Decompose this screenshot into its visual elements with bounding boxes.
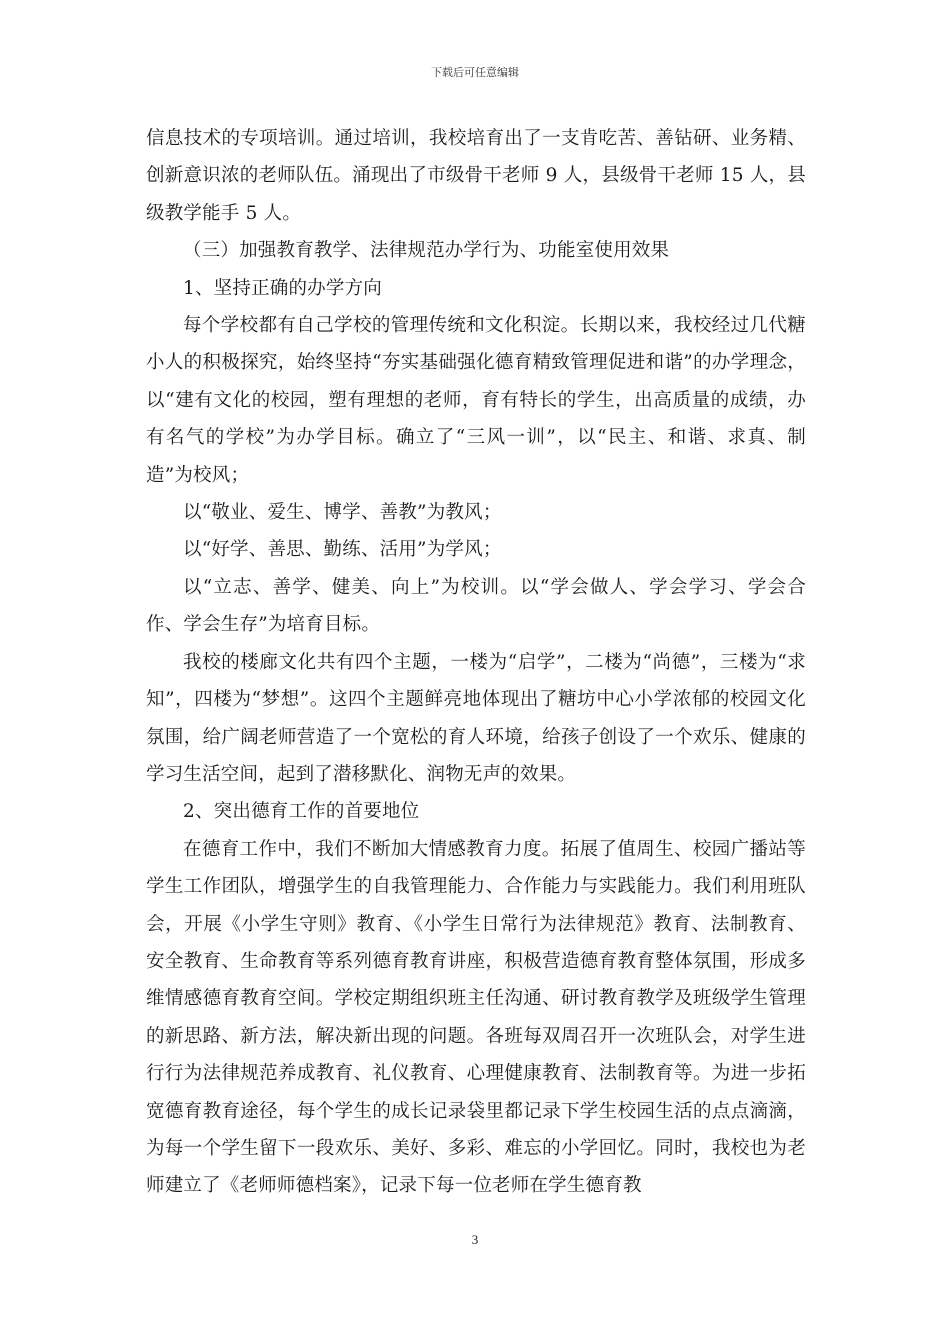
page-number: 3 (471, 1232, 479, 1247)
paragraph: 以“好学、善思、勤练、活用”为学风； (183, 539, 502, 561)
paragraph: 在德育工作中，我们不断加大情感教育力度。拓展了值周生、校园广播站等学生工作团队，增强学生的自我管理能力、合作能力与实践能力。我们利用班队会，开展《小学生守则》教育、《小学生日常行为法律规范》教育、法制教育、安全教育、生命教育等系列德育教育讲座，积极营造德育教育整体氛围，形成多维情感德育教育空间。学校定期组织班主任沟通、研讨教育教学及班级学生管理的新思路、新方法，解决新出现的问题。各班每双周召开一次班队会，对学生进行行为法律规范养成教育、礼仪教育、心理健康教育、法制教育等。为进一步拓宽德育教育途径，每个学生的成长记录袋里都记录下学生校园生活的点点滴滴，为每一个学生留下一段欢乐、美好、多彩、难忘的小学回忆。同时，我校也为老师建立了《老师师德档案》，记录下每一位老师在学生德育教 (146, 838, 806, 1197)
paragraph: 以“敬业、爱生、博学、善教”为教风； (183, 502, 502, 524)
document-body (146, 120, 806, 1205)
subsection-heading: 1、坚持正确的办学方向 (183, 277, 382, 299)
paragraph: 每个学校都有自己学校的管理传统和文化积淀。长期以来，我校经过几代糖小人的积极探究，始终坚持“夯实基础强化德育精致管理促进和谐”的办学理念，以“建有文化的校园，塑有理想的老师，育有特长的学生，出高质量的成绩，办有名气的学校”为办学目标。确立了“三风一训”，以“民主、和谐、求真、制造”为校风； (146, 315, 806, 486)
paragraph: 我校的楼廊文化共有四个主题，一楼为“启学”，二楼为“尚德”，三楼为“求知”，四楼为“梦想”。这四个主题鲜亮地体现出了糖坊中心小学浓郁的校园文化氛围，给广阔老师营造了一个宽松的育人环境，给孩子创设了一个欢乐、健康的学习生活空间，起到了潜移默化、润物无声的效果。 (146, 651, 806, 785)
paragraph: 以“立志、善学、健美、向上”为校训。以“学会做人、学会学习、学会合作、学会生存”为培育目标。 (146, 576, 806, 636)
paragraph: 信息技术的专项培训。通过培训，我校培育出了一支肯吃苦、善钻研、业务精、创新意识浓的老师队伍。涌现出了市级骨干老师 9 人，县级骨干老师 15 人，县级教学能手 5 人。 (146, 128, 806, 224)
page-header: 下载后可任意编辑 (431, 66, 519, 79)
subsection-heading: 2、突出德育工作的首要地位 (183, 801, 420, 823)
section-heading: （三）加强教育教学、法律规范办学行为、功能室使用效果 (183, 240, 670, 262)
